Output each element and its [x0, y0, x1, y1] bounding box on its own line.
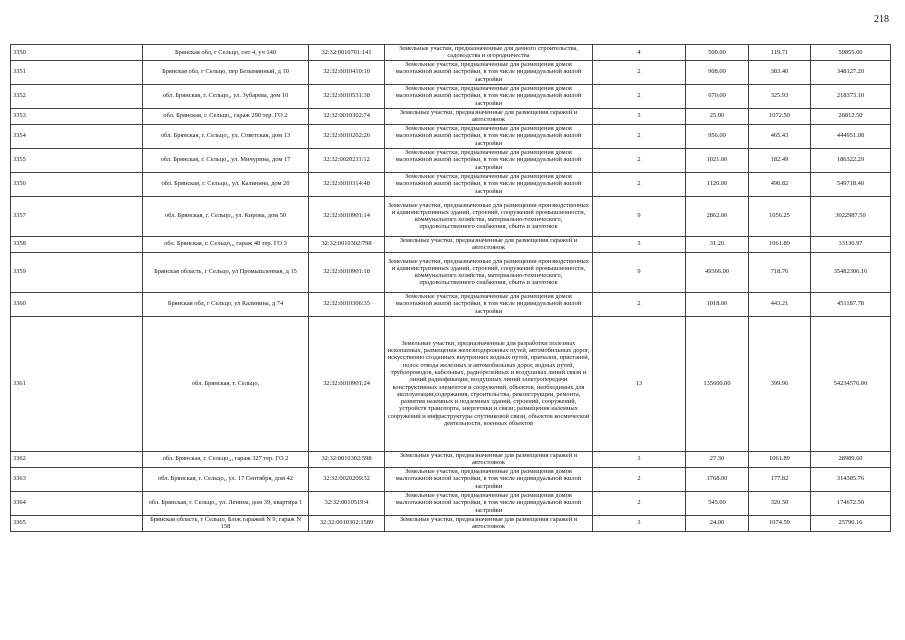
table-row [11, 236, 891, 252]
specific-value-cell: 490.82 [749, 172, 811, 196]
cadastral-number-cell: 32:32:0010302:1589 [309, 515, 385, 531]
permitted-use-cell: Земельные участки, предназначенные для размещения домов малоэтажной жилой застройки, в том числе индивидуальной жилой застройки [385, 148, 593, 172]
address-cell: обл. Брянская, г. Сельцо,,, гараж 327 тер. ГО 2 [143, 451, 309, 467]
permitted-use-cell: Земельные участки, предназначенные для размещения домов малоэтажной жилой застройки, в том числе индивидуальной жилой застройки [385, 292, 593, 316]
table-row [11, 292, 891, 316]
table-row [11, 60, 891, 84]
use-group-cell: 3 [593, 236, 686, 252]
area-cell: 49366.00 [686, 252, 749, 292]
cadastral-number-cell: 32:32:0010519:4 [309, 491, 385, 515]
permitted-use-cell: Земельные участки, предназначенные для размещения гаражей и автостоянок [385, 108, 593, 124]
cadastral-value-cell: 3022987.50 [811, 196, 891, 236]
address-cell: обл. Брянская, г. Сельцо,, ул. Калинина, дом 20 [143, 172, 309, 196]
area-cell: 956.00 [686, 124, 749, 148]
use-group-cell: 3 [593, 515, 686, 531]
cadastral-value-cell: 218373.10 [811, 84, 891, 108]
specific-value-cell: 383.40 [749, 60, 811, 84]
address-cell: Брянская обл, г Сельцо, ул Калинина, д 74 [143, 292, 309, 316]
area-cell: 1120.00 [686, 172, 749, 196]
specific-value-cell: 1061.89 [749, 236, 811, 252]
area-cell: 31.20 [686, 236, 749, 252]
permitted-use-cell: Земельные участки, предназначенные для разработки полезных ископаемых, размещения железнодорожных путей, автомобильных дорог, искусственно созданных внутренних водных путей, причалов, пристаней, полос отвода железных и автомобильных дорог, водных путей, трубопроводов, кабельных, радиорелейных и воздушных линий связи и линий радиофикации, воздушных линий электропередачи конструктивных элементов и сооружений, объектов, необходимых для эксплуатации,содержания, строительства, реконструкции, ремонта, развития наземных и подземных зданий, строений, сооружений, устройств транспорта, энергетики и связи; размещения наземных сооружений и инфраструктуры спутниковой связи, объектов космической деятельности, военных объектов [385, 316, 593, 451]
row-number-cell: 3363 [11, 467, 143, 491]
row-number-cell: 3354 [11, 124, 143, 148]
area-cell: 25.00 [686, 108, 749, 124]
cadastral-number-cell: 32:32:0020209:32 [309, 467, 385, 491]
specific-value-cell: 443.21 [749, 292, 811, 316]
cadastral-value-cell: 444951.08 [811, 124, 891, 148]
table-row [11, 451, 891, 467]
table-row [11, 108, 891, 124]
use-group-cell: 2 [593, 148, 686, 172]
permitted-use-cell: Земельные участки, предназначенные для размещения производственных и административных зданий, строений, сооружений промышленности, коммунального хозяйства, материально-технического, продовольственного снабжения, сбыта и заготовок [385, 196, 593, 236]
permitted-use-cell: Земельные участки, предназначенные для размещения гаражей и автостоянок [385, 515, 593, 531]
table-row [11, 316, 891, 451]
area-cell: 2862.00 [686, 196, 749, 236]
table-row [11, 467, 891, 491]
row-number-cell: 3356 [11, 172, 143, 196]
use-group-cell: 2 [593, 172, 686, 196]
table-row [11, 148, 891, 172]
use-group-cell: 2 [593, 60, 686, 84]
area-cell: 135600.00 [686, 316, 749, 451]
cadastral-value-cell: 451187.78 [811, 292, 891, 316]
use-group-cell: 2 [593, 292, 686, 316]
table-row [11, 172, 891, 196]
cadastral-value-cell: 28989.60 [811, 451, 891, 467]
permitted-use-cell: Земельные участки, предназначенные для размещения гаражей и автостоянок [385, 236, 593, 252]
table-row [11, 84, 891, 108]
area-cell: 27.30 [686, 451, 749, 467]
address-cell: Брянская обл, г Сельцо, снт 4, уч 140 [143, 45, 309, 61]
permitted-use-cell: Земельные участки, предназначенные для размещения домов малоэтажной жилой застройки, в том числе индивидуальной жилой застройки [385, 491, 593, 515]
cadastral-number-cell: 32:32:0010314:48 [309, 172, 385, 196]
specific-value-cell: 399.96 [749, 316, 811, 451]
address-cell: Брянская обл, г Сельцо, пер Безымянный, д 10 [143, 60, 309, 84]
page-number: 218 [874, 14, 889, 25]
specific-value-cell: 182.49 [749, 148, 811, 172]
row-number-cell: 3360 [11, 292, 143, 316]
table-row [11, 491, 891, 515]
row-number-cell: 3365 [11, 515, 143, 531]
row-number-cell: 3362 [11, 451, 143, 467]
row-number-cell: 3364 [11, 491, 143, 515]
cadastral-number-cell: 32:32:0010410:10 [309, 60, 385, 84]
cadastral-number-cell: 32:32:0010302:74 [309, 108, 385, 124]
row-number-cell: 3358 [11, 236, 143, 252]
cadastral-value-cell: 348127.20 [811, 60, 891, 84]
cadastral-value-cell: 25790.16 [811, 515, 891, 531]
area-cell: 24.00 [686, 515, 749, 531]
address-cell: обл. Брянская, г. Сельцо,, гараж 290 тер. ГО 2 [143, 108, 309, 124]
use-group-cell: 4 [593, 45, 686, 61]
specific-value-cell: 1072.50 [749, 108, 811, 124]
address-cell: обл. Брянская, г. Сельцо,, ул. Кирова, дом 50 [143, 196, 309, 236]
cadastral-number-cell: 32:32:0020211:12 [309, 148, 385, 172]
address-cell: обл. Брянская, г. Сельцо,, ул. Мичурина, дом 17 [143, 148, 309, 172]
use-group-cell: 13 [593, 316, 686, 451]
specific-value-cell: 465.43 [749, 124, 811, 148]
row-number-cell: 3357 [11, 196, 143, 236]
cadastral-value-cell: 26812.50 [811, 108, 891, 124]
cadastral-number-cell: 32:32:0010701:141 [309, 45, 385, 61]
land-cadastral-value-table [10, 44, 891, 532]
area-cell: 670.00 [686, 84, 749, 108]
specific-value-cell: 119.71 [749, 45, 811, 61]
permitted-use-cell: Земельные участки, предназначенные для размещения домов малоэтажной жилой застройки, в том числе индивидуальной жилой застройки [385, 467, 593, 491]
permitted-use-cell: Земельные участки, предназначенные для размещения домов малоэтажной жилой застройки, в том числе индивидуальной жилой застройки [385, 124, 593, 148]
specific-value-cell: 1056.25 [749, 196, 811, 236]
address-cell: обл. Брянская, г. Сельцо,, ул. Зубарева, дом 10 [143, 84, 309, 108]
table-row [11, 252, 891, 292]
table-body [11, 45, 891, 532]
cadastral-value-cell: 549718.40 [811, 172, 891, 196]
use-group-cell: 2 [593, 467, 686, 491]
row-number-cell: 3350 [11, 45, 143, 61]
address-cell: обл. Брянская, г. Сельцо, [143, 316, 309, 451]
use-group-cell: 2 [593, 124, 686, 148]
cadastral-number-cell: 32:32:0010202:26 [309, 124, 385, 148]
specific-value-cell: 325.93 [749, 84, 811, 108]
permitted-use-cell: Земельные участки, предназначенные для размещения домов малоэтажной жилой застройки, в том числе индивидуальной жилой застройки [385, 172, 593, 196]
permitted-use-cell: Земельные участки, предназначенные для размещения производственных и административных зданий, строений, сооружений промышленности, коммунального хозяйства, материально-технического, продовольственного снабжения, сбыта и заготовок [385, 252, 593, 292]
use-group-cell: 2 [593, 491, 686, 515]
area-cell: 1021.00 [686, 148, 749, 172]
address-cell: обл. Брянская, г. Сельцо,, ул. Советская, дом 13 [143, 124, 309, 148]
cadastral-number-cell: 32:32:0010302:598 [309, 451, 385, 467]
specific-value-cell: 718.76 [749, 252, 811, 292]
specific-value-cell: 177.82 [749, 467, 811, 491]
use-group-cell: 3 [593, 451, 686, 467]
use-group-cell: 9 [593, 252, 686, 292]
area-cell: 500.00 [686, 45, 749, 61]
row-number-cell: 3351 [11, 60, 143, 84]
cadastral-number-cell: 32:32:0010302:798 [309, 236, 385, 252]
cadastral-number-cell: 32:32:0010901:14 [309, 196, 385, 236]
area-cell: 1018.00 [686, 292, 749, 316]
address-cell: обл. Брянская, г. Сельцо,, ул. Ленина, дом 39, квартира 1 [143, 491, 309, 515]
specific-value-cell: 1074.59 [749, 515, 811, 531]
specific-value-cell: 320.50 [749, 491, 811, 515]
row-number-cell: 3359 [11, 252, 143, 292]
use-group-cell: 2 [593, 84, 686, 108]
table-row [11, 124, 891, 148]
use-group-cell: 3 [593, 108, 686, 124]
address-cell: обл. Брянская, г. Сельцо,,, гараж 48 тер. ГО 3 [143, 236, 309, 252]
address-cell: Брянская область, г Сельцо, Блок гаражей N 9, гараж N 158 [143, 515, 309, 531]
cadastral-number-cell: 32:32:0010306:35 [309, 292, 385, 316]
cadastral-value-cell: 54234576.00 [811, 316, 891, 451]
row-number-cell: 3352 [11, 84, 143, 108]
area-cell: 545.00 [686, 491, 749, 515]
address-cell: обл. Брянская, г. Сельцо,, ул. 17 Сентября, дом 42 [143, 467, 309, 491]
cadastral-value-cell: 33130.97 [811, 236, 891, 252]
cadastral-number-cell: 32:32:0010901:24 [309, 316, 385, 451]
table-row [11, 45, 891, 61]
specific-value-cell: 1061.89 [749, 451, 811, 467]
row-number-cell: 3353 [11, 108, 143, 124]
cadastral-value-cell: 59855.00 [811, 45, 891, 61]
use-group-cell: 9 [593, 196, 686, 236]
permitted-use-cell: Земельные участки, предназначенные для размещения домов малоэтажной жилой застройки, в том числе индивидуальной жилой застройки [385, 84, 593, 108]
row-number-cell: 3355 [11, 148, 143, 172]
cadastral-value-cell: 186322.29 [811, 148, 891, 172]
cadastral-value-cell: 35482306.16 [811, 252, 891, 292]
cadastral-number-cell: 32:32:0010901:18 [309, 252, 385, 292]
address-cell: Брянская область, г Сельцо, ул Промышленная, д 15 [143, 252, 309, 292]
area-cell: 908.00 [686, 60, 749, 84]
row-number-cell: 3361 [11, 316, 143, 451]
area-cell: 1768.00 [686, 467, 749, 491]
permitted-use-cell: Земельные участки, предназначенные для размещения гаражей и автостоянок [385, 451, 593, 467]
cadastral-value-cell: 314385.76 [811, 467, 891, 491]
permitted-use-cell: Земельные участки, предназначенные для дачного строительства, садоводства и огородничества [385, 45, 593, 61]
table-row [11, 515, 891, 531]
cadastral-number-cell: 32:32:0010531:38 [309, 84, 385, 108]
table-row [11, 196, 891, 236]
cadastral-value-cell: 174672.50 [811, 491, 891, 515]
permitted-use-cell: Земельные участки, предназначенные для размещения домов малоэтажной жилой застройки, в том числе индивидуальной жилой застройки [385, 60, 593, 84]
